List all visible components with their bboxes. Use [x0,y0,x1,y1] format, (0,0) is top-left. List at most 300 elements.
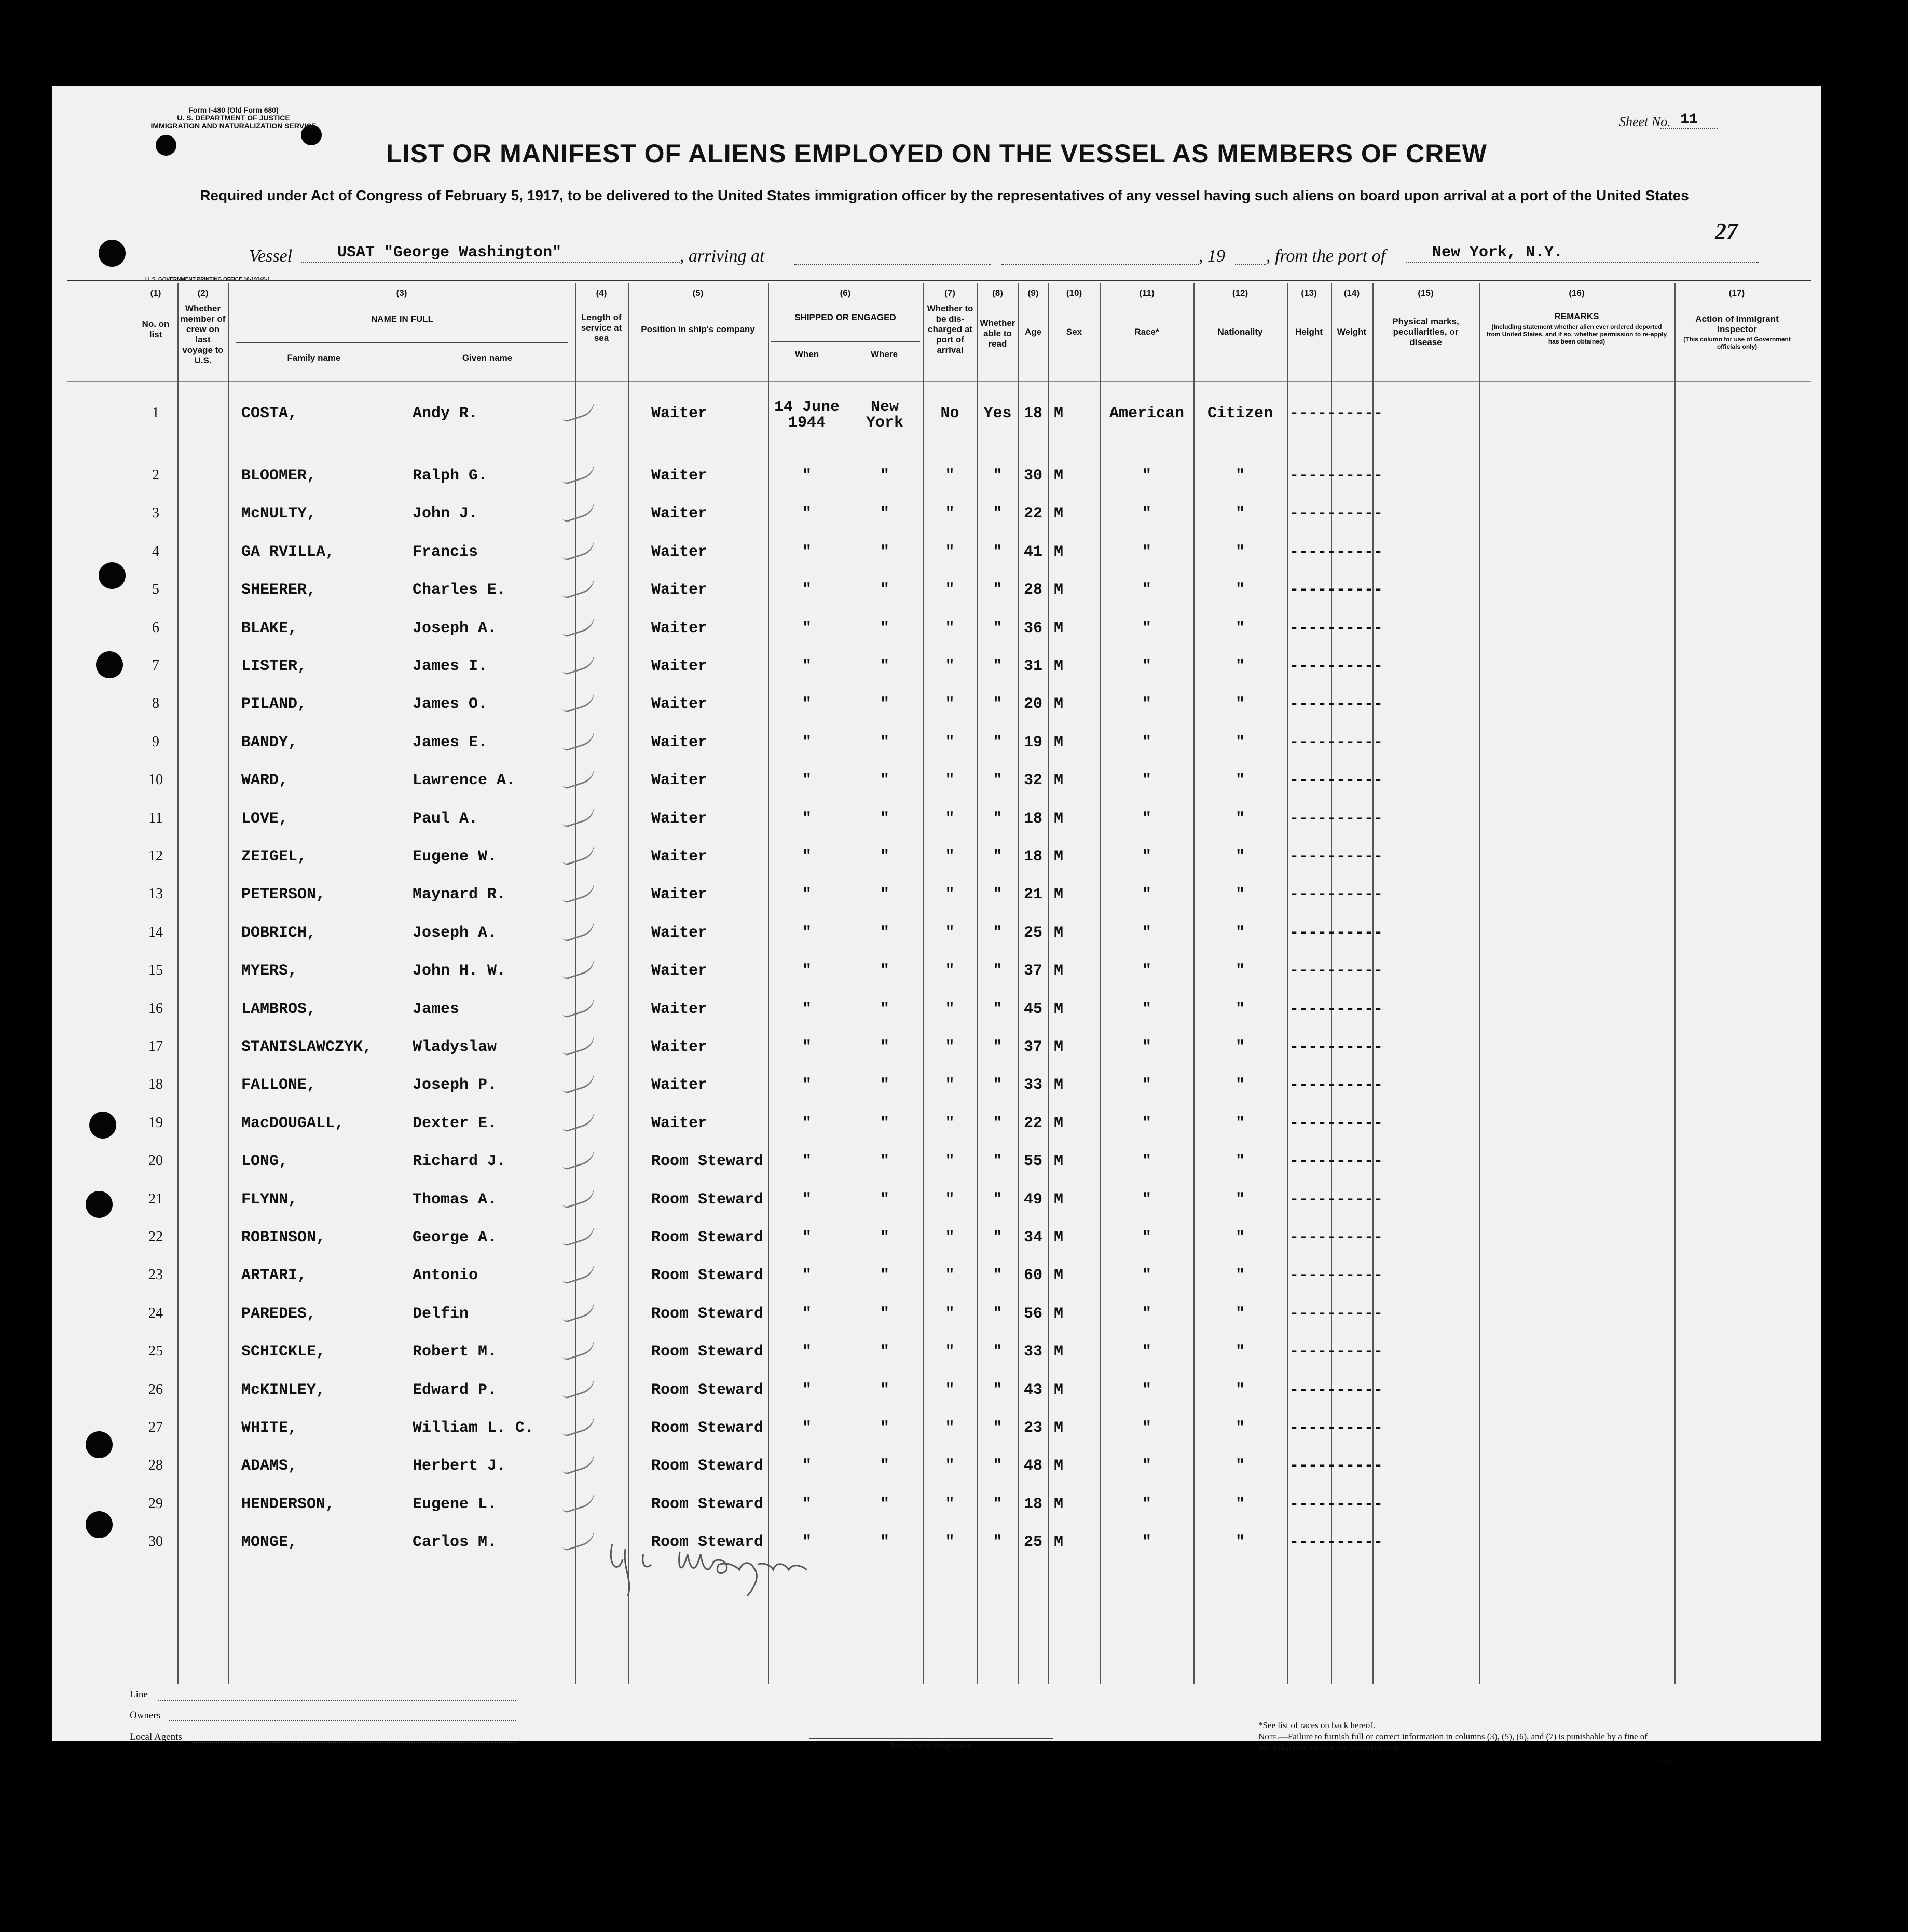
manifest-sheet [52,86,1821,1765]
cell-family-name: BLAKE, [241,619,298,637]
cell-shipped-when: " [802,1038,812,1056]
table-row [52,1229,1821,1265]
header-discharged: Whether to be dis-charged at port of arrival [927,304,973,355]
shipped-underline [771,341,920,342]
cell-family-name: ROBINSON, [241,1229,326,1246]
cell-discharged: " [945,1229,955,1246]
cell-given-name: Dexter E. [413,1114,497,1132]
cell-height-weight: ---------- [1289,1533,1383,1552]
cell-position: Waiter [651,619,708,637]
cell-row-number: 1 [152,405,159,421]
cell-given-name: John H. W. [413,962,506,980]
cell-row-number: 10 [148,772,163,788]
cell-height-weight: ---------- [1289,1190,1383,1209]
cell-shipped-when: " [802,1153,812,1171]
cell-row-number: 29 [148,1495,163,1512]
cell-family-name: FLYNN, [241,1190,298,1209]
cell-position: Room Steward [651,1229,764,1246]
cell-family-name: COSTA, [241,405,298,422]
cell-race: " [1142,657,1151,675]
year-field[interactable] [1235,244,1266,265]
table-row [52,1153,1821,1189]
header-given-name: Given name [462,353,513,363]
cell-height-weight: ---------- [1289,467,1383,485]
cell-discharged: " [945,848,955,866]
cell-sex: M [1053,467,1063,485]
cell-position: Waiter [651,543,708,561]
fine-note [1258,1732,1653,1752]
cell-able-to-read: " [993,695,1003,714]
cell-height-weight: ---------- [1289,1114,1383,1132]
cell-able-to-read: " [993,1114,1003,1132]
arriving-field[interactable] [794,244,991,265]
cell-family-name: BLOOMER, [241,467,317,485]
cell-shipped-where: " [880,810,889,828]
col-number-10: (10) [1066,288,1082,298]
cell-sex: M [1053,1267,1063,1285]
header-length-of-service: Length of service at sea [581,312,622,343]
cell-sex: M [1053,405,1063,422]
cell-family-name: ADAMS, [241,1457,298,1475]
cell-family-name: ZEIGEL, [241,848,307,866]
cell-height-weight: ---------- [1289,848,1383,866]
cell-discharged: " [945,1267,955,1285]
cell-sex: M [1053,810,1063,828]
cell-height-weight: ---------- [1289,886,1383,904]
cell-shipped-when: " [802,886,812,904]
cell-shipped-where: " [880,1305,889,1323]
cell-height-weight: ---------- [1289,1381,1383,1399]
cell-race: " [1142,1000,1151,1018]
cell-row-number: 25 [148,1343,163,1360]
cell-shipped-when: " [802,1267,812,1285]
cell-family-name: LONG, [241,1153,289,1171]
cell-nationality: " [1235,1381,1245,1399]
cell-row-number: 5 [152,581,159,598]
cell-race: " [1142,1076,1151,1094]
cell-shipped-when: " [802,1381,812,1399]
cell-family-name: ARTARI, [241,1267,307,1285]
cell-sex: M [1053,1457,1063,1475]
cell-family-name: PAREDES, [241,1305,317,1323]
col-number-7: (7) [944,288,955,298]
cell-able-to-read: " [993,810,1003,828]
cell-nationality: " [1235,1533,1245,1552]
cell-given-name: Thomas A. [413,1190,497,1209]
cell-discharged: " [945,581,955,599]
header-sex: Sex [1066,327,1082,337]
cell-family-name: SHEERER, [241,581,317,599]
cell-shipped-when: " [802,657,812,675]
header-height: Height [1295,327,1323,337]
table-row [52,886,1821,922]
arriving-field-2[interactable] [1001,244,1199,265]
cell-height-weight: ---------- [1289,1267,1383,1285]
cell-shipped-when: " [802,810,812,828]
cell-sex: M [1053,733,1063,751]
cell-row-number: 30 [148,1533,163,1550]
cell-age: 25 [1023,1533,1042,1552]
cell-family-name: McKINLEY, [241,1381,326,1399]
service-name: IMMIGRATION AND NATURALIZATION SERVICE [150,121,317,130]
cell-able-to-read: " [993,1495,1003,1513]
cell-shipped-where: " [880,695,889,714]
cell-family-name: McNULTY, [241,505,317,523]
table-row [52,734,1821,770]
cell-position: Room Steward [651,1267,764,1285]
cell-race: " [1142,543,1151,561]
cell-row-number: 17 [148,1038,163,1054]
cell-sex: M [1053,1076,1063,1094]
cell-sex: M [1053,1419,1063,1437]
form-number: Form I-480 (Old Form 680) [188,106,279,114]
cell-sex: M [1053,695,1063,714]
cell-position: Waiter [651,405,708,422]
cell-row-number: 21 [148,1190,163,1207]
cell-shipped-where: " [880,848,889,866]
cell-height-weight: ---------- [1289,1305,1383,1323]
table-row [52,772,1821,808]
cell-race: " [1142,924,1151,942]
cell-position: Waiter [651,505,708,523]
cell-height-weight: ---------- [1289,619,1383,637]
cell-row-number: 16 [148,1000,163,1017]
cell-nationality: " [1235,1153,1245,1171]
cell-race: " [1142,467,1151,485]
cell-race: American [1109,405,1185,422]
cell-family-name: BANDY, [241,733,298,751]
cell-race: " [1142,1305,1151,1323]
cell-age: 19 [1023,733,1042,751]
cell-given-name: George A. [413,1229,497,1246]
table-row [52,1076,1821,1113]
cell-shipped-where: " [880,1457,889,1475]
cell-nationality: " [1235,1457,1245,1475]
cell-nationality: " [1235,1267,1245,1285]
cell-shipped-where: " [880,1190,889,1209]
cell-height-weight: ---------- [1289,1038,1383,1056]
inspector-label: Immigrant Inspector. [890,1740,973,1751]
cell-nationality: " [1235,1038,1245,1056]
cell-discharged: " [945,1190,955,1209]
cell-given-name: James O. [413,695,488,714]
cell-nationality: " [1235,1190,1245,1209]
cell-race: " [1142,1495,1151,1513]
cell-sex: M [1053,1533,1063,1552]
cell-age: 23 [1023,1419,1042,1437]
cell-given-name: Ralph G. [413,467,488,485]
cell-shipped-where: " [880,467,889,485]
cell-shipped-when: " [802,695,812,714]
cell-nationality: " [1235,1305,1245,1323]
cell-able-to-read: " [993,581,1003,599]
cell-height-weight: ---------- [1289,1153,1383,1171]
cell-nationality: " [1235,733,1245,751]
cell-shipped-where: New York [866,399,903,432]
punch-hole [99,240,126,267]
from-port: New York, N.Y. [1406,244,1759,263]
vessel-label: Vessel [249,246,293,266]
header-physical-marks: Physical marks, peculiarities, or disease [1392,317,1459,347]
cell-able-to-read: " [993,543,1003,561]
cell-shipped-where: " [880,772,889,790]
cell-shipped-where: " [880,1533,889,1552]
cell-discharged: " [945,1076,955,1094]
cell-able-to-read: " [993,657,1003,675]
header-nationality: Nationality [1217,327,1263,337]
cell-row-number: 14 [148,924,163,940]
cell-shipped-when: " [802,1076,812,1094]
cell-nationality: " [1235,505,1245,523]
cell-race: " [1142,1114,1151,1132]
col-number-11: (11) [1139,288,1155,298]
cell-race: " [1142,1533,1151,1552]
cell-age: 30 [1023,467,1042,485]
table-row [52,581,1821,618]
header-when: When [794,349,819,359]
cell-discharged: " [945,1114,955,1132]
header-member-of-crew: Whether member of crew on last voyage to U.S. [180,304,226,365]
cell-nationality: " [1235,1114,1245,1132]
cell-able-to-read: " [993,1267,1003,1285]
cell-height-weight: ---------- [1289,962,1383,980]
cell-shipped-where: " [880,1343,889,1361]
cell-shipped-when: " [802,962,812,980]
cell-given-name: Lawrence A. [413,772,516,790]
cell-shipped-where: " [880,657,889,675]
cell-shipped-where: " [880,886,889,904]
col-number-15: (15) [1418,288,1434,298]
cell-given-name: Paul A. [413,810,478,828]
cell-able-to-read: " [993,1076,1003,1094]
cell-able-to-read: " [993,848,1003,866]
cell-position: Waiter [651,962,708,980]
header-no-on-list: No. on list [142,319,170,339]
cell-discharged: " [945,1419,955,1437]
cell-row-number: 23 [148,1267,163,1283]
col-number-17: (17) [1728,288,1745,298]
cell-able-to-read: " [993,467,1003,485]
cell-position: Waiter [651,810,708,828]
cell-height-weight: ---------- [1289,1457,1383,1475]
agents-field[interactable] [192,1737,516,1743]
cell-sex: M [1053,1114,1063,1132]
arriving-label: , arriving at [680,246,765,266]
cell-given-name: James E. [413,733,488,751]
cell-age: 60 [1023,1267,1042,1285]
cell-race: " [1142,1457,1151,1475]
cell-age: 18 [1023,848,1042,866]
cell-able-to-read: " [993,962,1003,980]
cell-family-name: FALLONE, [241,1076,317,1094]
cell-given-name: Joseph P. [413,1076,497,1094]
cell-position: Waiter [651,1114,708,1132]
cell-height-weight: ---------- [1289,1419,1383,1437]
cell-sex: M [1053,886,1063,904]
cell-able-to-read: " [993,886,1003,904]
cell-row-number: 8 [152,695,159,712]
cell-position: Waiter [651,848,708,866]
cell-shipped-when: " [802,924,812,942]
signature [602,1533,893,1601]
cell-race: " [1142,1229,1151,1246]
table-row [52,1381,1821,1418]
cell-position: Room Steward [651,1153,764,1171]
vessel-line [249,244,1702,270]
cell-sex: M [1053,924,1063,942]
cell-age: 48 [1023,1457,1042,1475]
cell-row-number: 26 [148,1381,163,1397]
cell-sex: M [1053,657,1063,675]
cell-age: 25 [1023,924,1042,942]
cell-nationality: Citizen [1207,405,1273,422]
cell-sex: M [1053,505,1063,523]
cell-position: Room Steward [651,1419,764,1437]
table-row [52,543,1821,580]
cell-height-weight: ---------- [1289,405,1383,422]
cell-nationality: " [1235,810,1245,828]
header-bottom-rule [67,381,1811,382]
cell-height-weight: ---------- [1289,772,1383,790]
cell-position: Waiter [651,924,708,942]
cell-shipped-where: " [880,962,889,980]
cell-height-weight: ---------- [1289,543,1383,561]
cell-shipped-when: 14 June 1944 [774,399,840,432]
cell-race: " [1142,848,1151,866]
cell-family-name: SCHICKLE, [241,1343,326,1361]
cell-row-number: 27 [148,1419,163,1435]
inspector-signature-line[interactable] [809,1738,1053,1739]
cell-position: Waiter [651,886,708,904]
cell-shipped-where: " [880,1114,889,1132]
cell-row-number: 24 [148,1305,163,1321]
cell-discharged: " [945,924,955,942]
cell-given-name: John J. [413,505,478,523]
cell-shipped-when: " [802,1533,812,1552]
cell-shipped-when: " [802,505,812,523]
table-row [52,1305,1821,1341]
cell-age: 37 [1023,962,1042,980]
cell-discharged: " [945,695,955,714]
owners-field[interactable] [169,1715,516,1721]
cell-nationality: " [1235,467,1245,485]
col-number-8: (8) [992,288,1003,298]
cell-nationality: " [1235,657,1245,675]
cell-shipped-when: " [802,772,812,790]
check-mark [559,396,598,423]
line-field[interactable] [158,1694,516,1701]
cell-sex: M [1053,1000,1063,1018]
table-row [52,467,1821,503]
cell-age: 36 [1023,619,1042,637]
cell-position: Waiter [651,733,708,751]
cell-age: 18 [1023,405,1042,422]
table-row [52,505,1821,541]
cell-family-name: PILAND, [241,695,307,714]
header-position: Position in ship's company [641,324,755,334]
cell-shipped-where: " [880,505,889,523]
cell-given-name: Maynard R. [413,886,506,904]
cell-age: 31 [1023,657,1042,675]
cell-discharged: " [945,1038,955,1056]
vessel-name: USAT "George Washington" [301,244,680,263]
col-number-2: (2) [197,288,209,298]
cell-nationality: " [1235,1229,1245,1246]
cell-position: Room Steward [651,1305,764,1323]
table-row [52,1496,1821,1532]
cell-discharged: " [945,886,955,904]
cell-age: 45 [1023,1000,1042,1018]
cell-sex: M [1053,1190,1063,1209]
cell-position: Waiter [651,581,708,599]
cell-age: 28 [1023,581,1042,599]
cell-height-weight: ---------- [1289,695,1383,714]
stamp-number: 27 [1715,218,1738,244]
cell-age: 43 [1023,1381,1042,1399]
cell-shipped-when: " [802,581,812,599]
col-number-3: (3) [396,288,407,298]
page-title: LIST OR MANIFEST OF ALIENS EMPLOYED ON THE VESSEL AS MEMBERS OF CREW [386,139,1487,168]
cell-discharged: " [945,657,955,675]
cell-able-to-read: " [993,1457,1003,1475]
line-label: Line [130,1689,148,1700]
header-remarks: REMARKS [1554,311,1599,321]
cell-row-number: 7 [152,657,159,674]
cell-able-to-read: " [993,505,1003,523]
cell-shipped-when: " [802,1343,812,1361]
cell-position: Waiter [651,467,708,485]
cell-height-weight: ---------- [1289,1000,1383,1018]
note-label: Note. [1258,1732,1279,1742]
cell-age: 55 [1023,1153,1042,1171]
cell-nationality: " [1235,1076,1245,1094]
table-row [52,1533,1821,1570]
cell-sex: M [1053,1229,1063,1246]
cell-sex: M [1053,772,1063,790]
cell-sex: M [1053,543,1063,561]
cell-shipped-where: " [880,1419,889,1437]
cell-age: 22 [1023,505,1042,523]
cell-given-name: Carlos M. [413,1533,497,1552]
cell-race: " [1142,1038,1151,1056]
cell-nationality: " [1235,543,1245,561]
cell-position: Room Steward [651,1533,764,1552]
cell-row-number: 11 [148,810,163,826]
table-row [52,620,1821,656]
cell-given-name: Antonio [413,1267,478,1285]
cell-shipped-when: " [802,1495,812,1513]
table-row [52,1267,1821,1303]
cell-shipped-where: " [880,581,889,599]
cell-sex: M [1053,848,1063,866]
cell-shipped-where: " [880,1000,889,1018]
cell-age: 49 [1023,1190,1042,1209]
cell-height-weight: ---------- [1289,924,1383,942]
cell-sex: M [1053,1038,1063,1056]
cell-family-name: LAMBROS, [241,1000,317,1018]
cell-race: " [1142,581,1151,599]
cell-race: " [1142,772,1151,790]
cell-given-name: Eugene L. [413,1495,497,1513]
col-number-14: (14) [1343,288,1360,298]
cell-able-to-read: " [993,1153,1003,1171]
cell-shipped-where: " [880,1153,889,1171]
cell-shipped-where: " [880,1381,889,1399]
cell-discharged: No [940,405,959,422]
cell-given-name: Delfin [413,1305,469,1323]
sheet-number-label: Sheet No. [1619,114,1671,129]
name-underline [236,342,568,343]
